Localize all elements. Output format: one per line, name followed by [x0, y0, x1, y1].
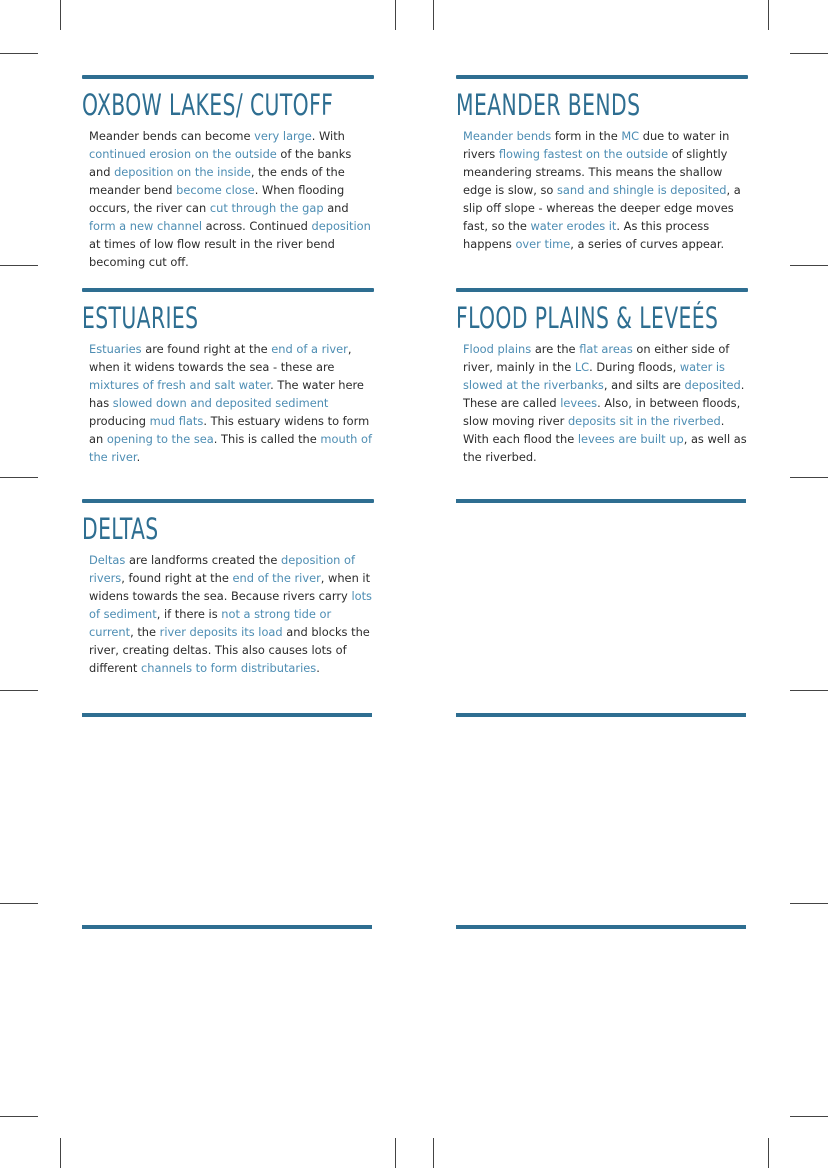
crop-mark	[0, 53, 38, 54]
highlighted-term: Meander bends	[463, 129, 552, 143]
card-title: FLOOD PLAINS & LEVEÉS	[456, 301, 719, 335]
highlighted-term: continued erosion on the outside	[89, 147, 277, 161]
body-text: at times of low flow result in the river bend becoming cut off.	[89, 237, 335, 269]
body-text: , if there is	[156, 607, 222, 621]
highlighted-term: deposited	[684, 378, 741, 392]
highlighted-term: deposition of rivers	[89, 553, 355, 585]
highlighted-term: not a strong tide or current	[89, 607, 332, 639]
card-body	[463, 127, 748, 253]
body-text: , when it widens towards the sea. Because rivers carry	[89, 571, 371, 603]
card-top-rule	[456, 713, 746, 717]
body-text: , the ends of the meander bend	[89, 165, 345, 197]
highlighted-term: flowing fastest on the outside	[498, 147, 669, 161]
highlighted-term: opening to the sea	[106, 432, 214, 446]
body-text: . When flooding occurs, the river can	[89, 183, 345, 215]
highlighted-term: deposition on the inside	[114, 165, 251, 179]
highlighted-term: end of the river	[232, 571, 321, 585]
body-text: . The water here has	[89, 378, 364, 410]
card-top-rule	[82, 499, 374, 503]
body-text: . This is called the	[213, 432, 321, 446]
body-text: are the	[531, 342, 580, 356]
crop-mark	[0, 265, 38, 266]
body-text: , found right at the	[121, 571, 233, 585]
body-text: , when it widens towards the sea - these are	[89, 342, 352, 374]
card-top-rule	[456, 925, 746, 929]
card-top-rule	[82, 288, 374, 292]
crop-mark	[768, 0, 769, 30]
card-title: ESTUARIES	[82, 301, 199, 335]
highlighted-term: mud flats	[149, 414, 204, 428]
body-text: and	[323, 201, 349, 215]
highlighted-term: deposits sit in the riverbed	[567, 414, 721, 428]
body-text: on either side of river, mainly in the	[463, 342, 730, 374]
card-title: MEANDER BENDS	[456, 88, 641, 122]
crop-mark	[395, 0, 396, 30]
crop-mark	[790, 903, 828, 904]
highlighted-term: cut through the gap	[209, 201, 324, 215]
card-top-rule	[456, 499, 746, 503]
highlighted-term: levees	[560, 396, 598, 410]
card-deltas	[82, 499, 374, 677]
crop-mark	[433, 0, 434, 30]
card-top-rule	[82, 713, 372, 717]
crop-mark	[790, 53, 828, 54]
highlighted-term: form a new channel	[89, 219, 203, 233]
body-text: .	[136, 450, 141, 464]
body-text: form in the	[551, 129, 622, 143]
crop-mark	[768, 1138, 769, 1168]
card-top-rule	[456, 75, 748, 79]
crop-mark	[790, 690, 828, 691]
card-body	[89, 127, 374, 271]
highlighted-term: water is slowed at the riverbanks	[463, 360, 725, 392]
card-body	[89, 551, 374, 677]
card-body	[463, 340, 748, 466]
card-meander-bends	[456, 75, 748, 253]
body-text: .	[316, 661, 320, 675]
card-top-rule	[82, 925, 372, 929]
body-text: . As this process happens	[463, 219, 710, 251]
crop-mark	[395, 1138, 396, 1168]
body-text: . This estuary widens to form an	[89, 414, 370, 446]
body-text: . With each flood the	[463, 414, 725, 446]
highlighted-term: water erodes it	[530, 219, 617, 233]
highlighted-term: MC	[621, 129, 640, 143]
crop-mark	[60, 1138, 61, 1168]
crop-mark	[60, 0, 61, 30]
card-flood-plains	[456, 288, 748, 466]
highlighted-term: become close	[176, 183, 255, 197]
body-text: producing	[89, 414, 150, 428]
highlighted-term: mixtures of fresh and salt water	[89, 378, 271, 392]
highlighted-term: mouth of the river	[89, 432, 372, 464]
body-text: . These are called	[463, 378, 745, 410]
highlighted-term: channels to form distributaries	[141, 661, 317, 675]
highlighted-term: sand and shingle is deposited	[556, 183, 727, 197]
highlighted-term: Deltas	[89, 553, 126, 567]
body-text: across. Continued	[202, 219, 312, 233]
crop-mark	[0, 477, 38, 478]
highlighted-term: end of a river	[271, 342, 348, 356]
highlighted-term: lots of sediment	[89, 589, 372, 621]
card-title: DELTAS	[82, 512, 159, 546]
body-text: . With	[311, 129, 345, 143]
card-top-rule	[82, 75, 374, 79]
highlighted-term: deposition	[311, 219, 371, 233]
body-text: Meander bends can become	[89, 129, 255, 143]
crop-mark	[0, 1116, 38, 1117]
highlighted-term: levees are built up	[577, 432, 684, 446]
highlighted-term: slowed down and deposited sediment	[112, 396, 329, 410]
body-text: . During floods,	[589, 360, 680, 374]
body-text: of the banks and	[89, 147, 352, 179]
highlighted-term: very large	[254, 129, 312, 143]
body-text: due to water in rivers	[463, 129, 730, 161]
highlighted-term: flat areas	[579, 342, 633, 356]
crop-mark	[790, 1116, 828, 1117]
crop-mark	[0, 903, 38, 904]
body-text: and blocks the river, creating deltas. This also causes lots of different	[89, 625, 370, 675]
highlighted-term: river deposits its load	[159, 625, 283, 639]
crop-mark	[0, 690, 38, 691]
body-text: , the	[130, 625, 160, 639]
card-top-rule	[456, 288, 748, 292]
body-text: of slightly meandering streams. This means the shallow edge is slow, so	[463, 147, 728, 197]
body-text: are landforms created the	[125, 553, 282, 567]
card-body	[89, 340, 374, 466]
highlighted-term: over time	[515, 237, 571, 251]
highlighted-term: Flood plains	[463, 342, 532, 356]
body-text: , a series of curves appear.	[570, 237, 725, 251]
card-title: OXBOW LAKES/ CUTOFF	[82, 88, 334, 122]
crop-mark	[790, 265, 828, 266]
crop-mark	[433, 1138, 434, 1168]
highlighted-term: Estuaries	[89, 342, 142, 356]
body-text: , a slip off slope - whereas the deeper edge moves fast, so the	[463, 183, 741, 233]
crop-mark	[790, 477, 828, 478]
body-text: , as well as the riverbed.	[463, 432, 747, 464]
body-text: are found right at the	[141, 342, 272, 356]
body-text: , and silts are	[603, 378, 685, 392]
body-text: . Also, in between floods, slow moving river	[463, 396, 741, 428]
highlighted-term: LC	[574, 360, 590, 374]
card-estuaries	[82, 288, 374, 466]
card-oxbow-lakes	[82, 75, 374, 271]
